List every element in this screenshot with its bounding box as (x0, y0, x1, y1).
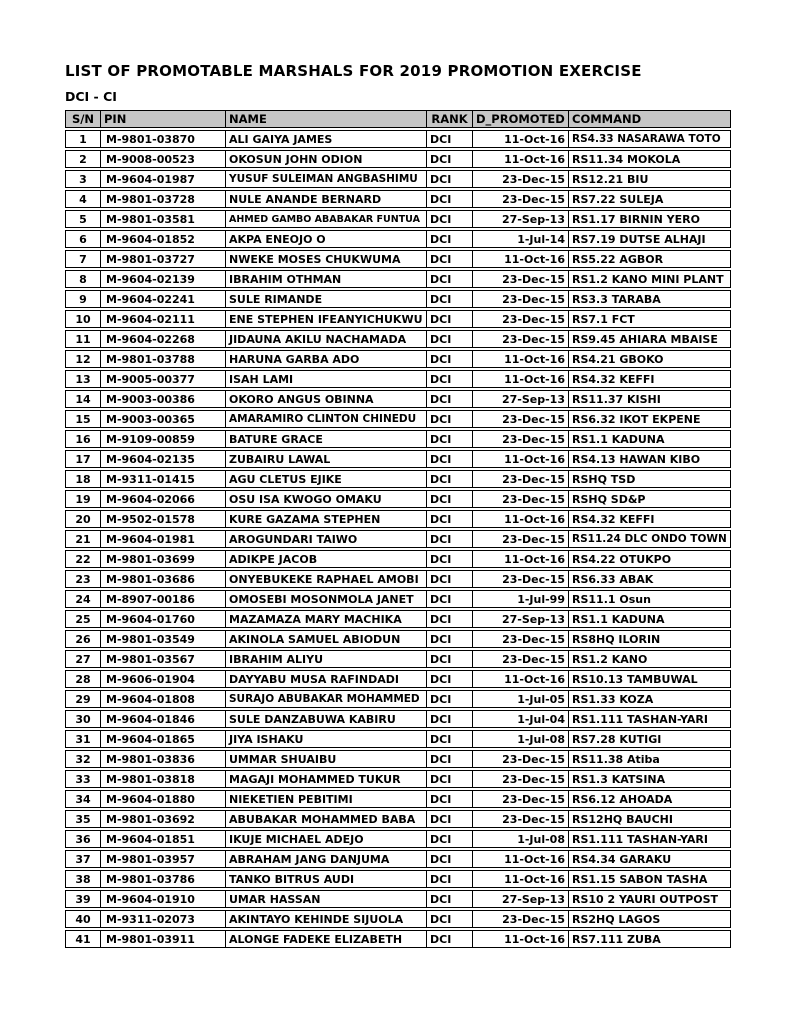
cell-command: RS4.13 HAWAN KIBO (569, 450, 731, 468)
cell-rank: DCI (427, 550, 473, 568)
cell-rank: DCI (427, 770, 473, 788)
cell-pin: M-9604-01981 (101, 530, 226, 548)
cell-pin: M-9604-01846 (101, 710, 226, 728)
cell-name: UMMAR SHUAIBU (226, 750, 427, 768)
cell-pin: M-9801-03567 (101, 650, 226, 668)
cell-name: SULE RIMANDE (226, 290, 427, 308)
cell-command: RS6.12 AHOADA (569, 790, 731, 808)
cell-d-promoted: 23-Dec-15 (473, 310, 569, 328)
cell-name: BATURE GRACE (226, 430, 427, 448)
cell-sn: 38 (65, 870, 101, 888)
cell-pin: M-9502-01578 (101, 510, 226, 528)
cell-command: RS11.1 Osun (569, 590, 731, 608)
table-row (65, 930, 731, 948)
cell-command: RS4.33 NASARAWA TOTO (569, 130, 731, 148)
cell-rank: DCI (427, 390, 473, 408)
cell-rank: DCI (427, 470, 473, 488)
cell-sn: 15 (65, 410, 101, 428)
cell-d-promoted: 23-Dec-15 (473, 410, 569, 428)
cell-pin: M-9311-02073 (101, 910, 226, 928)
cell-rank: DCI (427, 610, 473, 628)
cell-rank: DCI (427, 490, 473, 508)
cell-command: RS12HQ BAUCHI (569, 810, 731, 828)
cell-sn: 3 (65, 170, 101, 188)
cell-sn: 31 (65, 730, 101, 748)
cell-rank: DCI (427, 850, 473, 868)
cell-d-promoted: 23-Dec-15 (473, 650, 569, 668)
cell-sn: 26 (65, 630, 101, 648)
cell-name: NULE ANANDE BERNARD (226, 190, 427, 208)
cell-d-promoted: 23-Dec-15 (473, 770, 569, 788)
cell-sn: 7 (65, 250, 101, 268)
cell-d-promoted: 23-Dec-15 (473, 430, 569, 448)
table-row (65, 490, 731, 508)
cell-pin: M-9604-02241 (101, 290, 226, 308)
cell-sn: 14 (65, 390, 101, 408)
cell-rank: DCI (427, 530, 473, 548)
cell-pin: M-9604-02111 (101, 310, 226, 328)
cell-sn: 10 (65, 310, 101, 328)
cell-command: RS7.19 DUTSE ALHAJI (569, 230, 731, 248)
cell-command: RS1.3 KATSINA (569, 770, 731, 788)
cell-command: RS10.13 TAMBUWAL (569, 670, 731, 688)
cell-d-promoted: 27-Sep-13 (473, 610, 569, 628)
cell-d-promoted: 23-Dec-15 (473, 170, 569, 188)
cell-rank: DCI (427, 370, 473, 388)
cell-sn: 28 (65, 670, 101, 688)
cell-name: JIDAUNA AKILU NACHAMADA (226, 330, 427, 348)
table-header-row (65, 110, 731, 128)
cell-name: ENE STEPHEN IFEANYICHUKWU (226, 310, 427, 328)
cell-sn: 41 (65, 930, 101, 948)
cell-rank: DCI (427, 890, 473, 908)
table-row (65, 570, 731, 588)
cell-rank: DCI (427, 870, 473, 888)
cell-rank: DCI (427, 190, 473, 208)
cell-rank: DCI (427, 810, 473, 828)
cell-name: AROGUNDARI TAIWO (226, 530, 427, 548)
cell-sn: 24 (65, 590, 101, 608)
cell-d-promoted: 23-Dec-15 (473, 330, 569, 348)
cell-d-promoted: 23-Dec-15 (473, 630, 569, 648)
cell-rank: DCI (427, 690, 473, 708)
cell-pin: M-8907-00186 (101, 590, 226, 608)
cell-name: TANKO BITRUS AUDI (226, 870, 427, 888)
cell-name: KURE GAZAMA STEPHEN (226, 510, 427, 528)
cell-d-promoted: 1-Jul-05 (473, 690, 569, 708)
cell-pin: M-9005-00377 (101, 370, 226, 388)
cell-pin: M-9801-03786 (101, 870, 226, 888)
cell-rank: DCI (427, 590, 473, 608)
cell-sn: 18 (65, 470, 101, 488)
table-row (65, 510, 731, 528)
cell-sn: 1 (65, 130, 101, 148)
cell-rank: DCI (427, 730, 473, 748)
table-row (65, 170, 731, 188)
cell-sn: 36 (65, 830, 101, 848)
cell-command: RS1.33 KOZA (569, 690, 731, 708)
cell-name: ZUBAIRU LAWAL (226, 450, 427, 468)
table-row (65, 190, 731, 208)
cell-sn: 17 (65, 450, 101, 468)
table-row (65, 410, 731, 428)
cell-command: RS1.111 TASHAN-YARI (569, 830, 731, 848)
cell-rank: DCI (427, 410, 473, 428)
cell-command: RS12.21 BIU (569, 170, 731, 188)
cell-sn: 5 (65, 210, 101, 228)
cell-command: RS4.21 GBOKO (569, 350, 731, 368)
cell-rank: DCI (427, 430, 473, 448)
cell-command: RS4.32 KEFFI (569, 370, 731, 388)
cell-name: ISAH LAMI (226, 370, 427, 388)
cell-name: OSU ISA KWOGO OMAKU (226, 490, 427, 508)
table-row (65, 250, 731, 268)
cell-rank: DCI (427, 570, 473, 588)
cell-rank: DCI (427, 350, 473, 368)
cell-pin: M-9801-03788 (101, 350, 226, 368)
cell-name: IBRAHIM OTHMAN (226, 270, 427, 288)
cell-sn: 21 (65, 530, 101, 548)
cell-d-promoted: 1-Jul-99 (473, 590, 569, 608)
cell-sn: 29 (65, 690, 101, 708)
cell-pin: M-9801-03957 (101, 850, 226, 868)
cell-pin: M-9801-03911 (101, 930, 226, 948)
cell-sn: 6 (65, 230, 101, 248)
cell-d-promoted: 23-Dec-15 (473, 750, 569, 768)
cell-name: OKOSUN JOHN ODION (226, 150, 427, 168)
cell-d-promoted: 1-Jul-14 (473, 230, 569, 248)
cell-name: MAGAJI MOHAMMED TUKUR (226, 770, 427, 788)
cell-rank: DCI (427, 250, 473, 268)
cell-sn: 32 (65, 750, 101, 768)
table-row (65, 530, 731, 548)
cell-d-promoted: 11-Oct-16 (473, 550, 569, 568)
cell-pin: M-9604-01852 (101, 230, 226, 248)
cell-name: ALONGE FADEKE ELIZABETH (226, 930, 427, 948)
cell-pin: M-9801-03727 (101, 250, 226, 268)
cell-rank: DCI (427, 450, 473, 468)
cell-pin: M-9008-00523 (101, 150, 226, 168)
cell-rank: DCI (427, 230, 473, 248)
cell-sn: 4 (65, 190, 101, 208)
table-row (65, 830, 731, 848)
cell-sn: 22 (65, 550, 101, 568)
cell-name: AKINTAYO KEHINDE SIJUOLA (226, 910, 427, 928)
cell-command: RS11.37 KISHI (569, 390, 731, 408)
cell-command: RS1.15 SABON TASHA (569, 870, 731, 888)
cell-d-promoted: 11-Oct-16 (473, 250, 569, 268)
cell-d-promoted: 23-Dec-15 (473, 290, 569, 308)
cell-command: RS4.32 KEFFI (569, 510, 731, 528)
cell-rank: DCI (427, 630, 473, 648)
cell-rank: DCI (427, 150, 473, 168)
cell-sn: 27 (65, 650, 101, 668)
cell-d-promoted: 23-Dec-15 (473, 530, 569, 548)
table-body (65, 130, 731, 948)
cell-d-promoted: 23-Dec-15 (473, 910, 569, 928)
cell-sn: 19 (65, 490, 101, 508)
table-row (65, 810, 731, 828)
cell-d-promoted: 11-Oct-16 (473, 870, 569, 888)
cell-d-promoted: 23-Dec-15 (473, 570, 569, 588)
cell-name: DAYYABU MUSA RAFINDADI (226, 670, 427, 688)
column-header-name: NAME (226, 110, 427, 128)
table-row (65, 350, 731, 368)
cell-rank: DCI (427, 790, 473, 808)
cell-name: SULE DANZABUWA KABIRU (226, 710, 427, 728)
cell-pin: M-9109-00859 (101, 430, 226, 448)
cell-pin: M-9604-02268 (101, 330, 226, 348)
cell-sn: 35 (65, 810, 101, 828)
cell-name: ADIKPE JACOB (226, 550, 427, 568)
cell-command: RS1.1 KADUNA (569, 430, 731, 448)
cell-name: YUSUF SULEIMAN ANGBASHIMU (226, 170, 427, 188)
cell-d-promoted: 23-Dec-15 (473, 270, 569, 288)
table-row (65, 130, 731, 148)
table-row (65, 310, 731, 328)
cell-d-promoted: 11-Oct-16 (473, 350, 569, 368)
cell-rank: DCI (427, 210, 473, 228)
cell-d-promoted: 1-Jul-08 (473, 730, 569, 748)
table-row (65, 790, 731, 808)
table-row (65, 630, 731, 648)
page-title: LIST OF PROMOTABLE MARSHALS FOR 2019 PROMOTION EXERCISE (65, 62, 642, 80)
cell-d-promoted: 1-Jul-08 (473, 830, 569, 848)
cell-pin: M-9604-01910 (101, 890, 226, 908)
column-header-command: COMMAND (569, 110, 731, 128)
cell-sn: 16 (65, 430, 101, 448)
cell-pin: M-9604-02135 (101, 450, 226, 468)
cell-pin: M-9604-01880 (101, 790, 226, 808)
column-header-sn: S/N (65, 110, 101, 128)
cell-name: AKINOLA SAMUEL ABIODUN (226, 630, 427, 648)
cell-rank: DCI (427, 750, 473, 768)
cell-name: SURAJO ABUBAKAR MOHAMMED (226, 690, 427, 708)
cell-command: RS6.32 IKOT EKPENE (569, 410, 731, 428)
table-row (65, 370, 731, 388)
cell-d-promoted: 11-Oct-16 (473, 850, 569, 868)
cell-d-promoted: 11-Oct-16 (473, 130, 569, 148)
cell-name: AKPA ENEOJO O (226, 230, 427, 248)
cell-d-promoted: 23-Dec-15 (473, 190, 569, 208)
table-row (65, 690, 731, 708)
cell-command: RS1.2 KANO (569, 650, 731, 668)
cell-d-promoted: 11-Oct-16 (473, 450, 569, 468)
cell-command: RS11.34 MOKOLA (569, 150, 731, 168)
cell-pin: M-9604-01808 (101, 690, 226, 708)
cell-d-promoted: 27-Sep-13 (473, 890, 569, 908)
cell-pin: M-9606-01904 (101, 670, 226, 688)
table-row (65, 150, 731, 168)
cell-rank: DCI (427, 910, 473, 928)
cell-rank: DCI (427, 710, 473, 728)
table-row (65, 610, 731, 628)
cell-name: HARUNA GARBA ADO (226, 350, 427, 368)
cell-pin: M-9801-03870 (101, 130, 226, 148)
cell-command: RSHQ TSD (569, 470, 731, 488)
table-row (65, 210, 731, 228)
table-row (65, 330, 731, 348)
cell-rank: DCI (427, 170, 473, 188)
cell-name: AGU CLETUS EJIKE (226, 470, 427, 488)
cell-pin: M-9801-03549 (101, 630, 226, 648)
cell-sn: 39 (65, 890, 101, 908)
promotable-marshals-table (65, 108, 731, 950)
cell-pin: M-9604-01760 (101, 610, 226, 628)
cell-rank: DCI (427, 330, 473, 348)
cell-d-promoted: 27-Sep-13 (473, 390, 569, 408)
cell-name: ALI GAIYA JAMES (226, 130, 427, 148)
cell-sn: 2 (65, 150, 101, 168)
cell-command: RS4.22 OTUKPO (569, 550, 731, 568)
cell-name: AHMED GAMBO ABABAKAR FUNTUA (226, 210, 427, 228)
table-row (65, 290, 731, 308)
cell-sn: 8 (65, 270, 101, 288)
cell-pin: M-9003-00386 (101, 390, 226, 408)
cell-command: RS1.111 TASHAN-YARI (569, 710, 731, 728)
cell-name: ABRAHAM JANG DANJUMA (226, 850, 427, 868)
cell-pin: M-9801-03686 (101, 570, 226, 588)
cell-sn: 12 (65, 350, 101, 368)
cell-command: RS9.45 AHIARA MBAISE (569, 330, 731, 348)
table-row (65, 850, 731, 868)
cell-name: UMAR HASSAN (226, 890, 427, 908)
cell-name: ONYEBUKEKE RAPHAEL AMOBI (226, 570, 427, 588)
cell-command: RS11.24 DLC ONDO TOWN (569, 530, 731, 548)
cell-command: RS1.1 KADUNA (569, 610, 731, 628)
cell-rank: DCI (427, 510, 473, 528)
cell-d-promoted: 23-Dec-15 (473, 490, 569, 508)
cell-pin: M-9604-01865 (101, 730, 226, 748)
cell-command: RS2HQ LAGOS (569, 910, 731, 928)
cell-command: RS7.111 ZUBA (569, 930, 731, 948)
cell-name: OMOSEBI MOSONMOLA JANET (226, 590, 427, 608)
cell-name: OKORO ANGUS OBINNA (226, 390, 427, 408)
cell-command: RS1.17 BIRNIN YERO (569, 210, 731, 228)
table-row (65, 750, 731, 768)
cell-command: RS4.34 GARAKU (569, 850, 731, 868)
column-header-pin: PIN (101, 110, 226, 128)
cell-name: IBRAHIM ALIYU (226, 650, 427, 668)
cell-name: AMARAMIRO CLINTON CHINEDU (226, 410, 427, 428)
cell-rank: DCI (427, 930, 473, 948)
cell-command: RS8HQ ILORIN (569, 630, 731, 648)
cell-pin: M-9604-02139 (101, 270, 226, 288)
cell-command: RS11.38 Atiba (569, 750, 731, 768)
cell-rank: DCI (427, 310, 473, 328)
cell-pin: M-9311-01415 (101, 470, 226, 488)
cell-command: RS1.2 KANO MINI PLANT (569, 270, 731, 288)
cell-rank: DCI (427, 270, 473, 288)
table-row (65, 770, 731, 788)
table-row (65, 470, 731, 488)
cell-command: RS7.28 KUTIGI (569, 730, 731, 748)
page-subtitle: DCI - CI (65, 89, 117, 104)
cell-d-promoted: 11-Oct-16 (473, 150, 569, 168)
table-row (65, 550, 731, 568)
table-row (65, 590, 731, 608)
cell-sn: 34 (65, 790, 101, 808)
cell-rank: DCI (427, 830, 473, 848)
cell-rank: DCI (427, 130, 473, 148)
cell-command: RS6.33 ABAK (569, 570, 731, 588)
cell-d-promoted: 1-Jul-04 (473, 710, 569, 728)
cell-command: RS10 2 YAURI OUTPOST (569, 890, 731, 908)
cell-name: JIYA ISHAKU (226, 730, 427, 748)
cell-pin: M-9801-03692 (101, 810, 226, 828)
cell-sn: 40 (65, 910, 101, 928)
cell-sn: 20 (65, 510, 101, 528)
cell-pin: M-9003-00365 (101, 410, 226, 428)
table-row (65, 890, 731, 908)
table-row (65, 430, 731, 448)
cell-name: MAZAMAZA MARY MACHIKA (226, 610, 427, 628)
cell-command: RSHQ SD&P (569, 490, 731, 508)
table-row (65, 650, 731, 668)
cell-sn: 37 (65, 850, 101, 868)
cell-pin: M-9604-01987 (101, 170, 226, 188)
cell-command: RS7.22 SULEJA (569, 190, 731, 208)
cell-name: NWEKE MOSES CHUKWUMA (226, 250, 427, 268)
cell-name: NIEKETIEN PEBITIMI (226, 790, 427, 808)
cell-pin: M-9801-03818 (101, 770, 226, 788)
table-row (65, 450, 731, 468)
cell-command: RS3.3 TARABA (569, 290, 731, 308)
table-row (65, 670, 731, 688)
cell-pin: M-9604-02066 (101, 490, 226, 508)
cell-pin: M-9604-01851 (101, 830, 226, 848)
cell-name: ABUBAKAR MOHAMMED BABA (226, 810, 427, 828)
cell-sn: 33 (65, 770, 101, 788)
table-row (65, 710, 731, 728)
cell-rank: DCI (427, 290, 473, 308)
table-row (65, 230, 731, 248)
cell-d-promoted: 11-Oct-16 (473, 930, 569, 948)
cell-pin: M-9801-03581 (101, 210, 226, 228)
cell-d-promoted: 23-Dec-15 (473, 790, 569, 808)
cell-d-promoted: 23-Dec-15 (473, 470, 569, 488)
cell-sn: 30 (65, 710, 101, 728)
cell-command: RS5.22 AGBOR (569, 250, 731, 268)
cell-sn: 11 (65, 330, 101, 348)
cell-pin: M-9801-03699 (101, 550, 226, 568)
cell-rank: DCI (427, 670, 473, 688)
cell-name: IKUJE MICHAEL ADEJO (226, 830, 427, 848)
cell-command: RS7.1 FCT (569, 310, 731, 328)
table-row (65, 910, 731, 928)
cell-pin: M-9801-03836 (101, 750, 226, 768)
cell-sn: 9 (65, 290, 101, 308)
cell-sn: 13 (65, 370, 101, 388)
column-header-d-promoted: D_PROMOTED (473, 110, 569, 128)
table-row (65, 270, 731, 288)
cell-rank: DCI (427, 650, 473, 668)
cell-d-promoted: 11-Oct-16 (473, 510, 569, 528)
column-header-rank: RANK (427, 110, 473, 128)
table-row (65, 390, 731, 408)
cell-d-promoted: 23-Dec-15 (473, 810, 569, 828)
cell-sn: 23 (65, 570, 101, 588)
cell-d-promoted: 11-Oct-16 (473, 370, 569, 388)
cell-d-promoted: 11-Oct-16 (473, 670, 569, 688)
table-row (65, 730, 731, 748)
cell-sn: 25 (65, 610, 101, 628)
table-row (65, 870, 731, 888)
cell-pin: M-9801-03728 (101, 190, 226, 208)
cell-d-promoted: 27-Sep-13 (473, 210, 569, 228)
